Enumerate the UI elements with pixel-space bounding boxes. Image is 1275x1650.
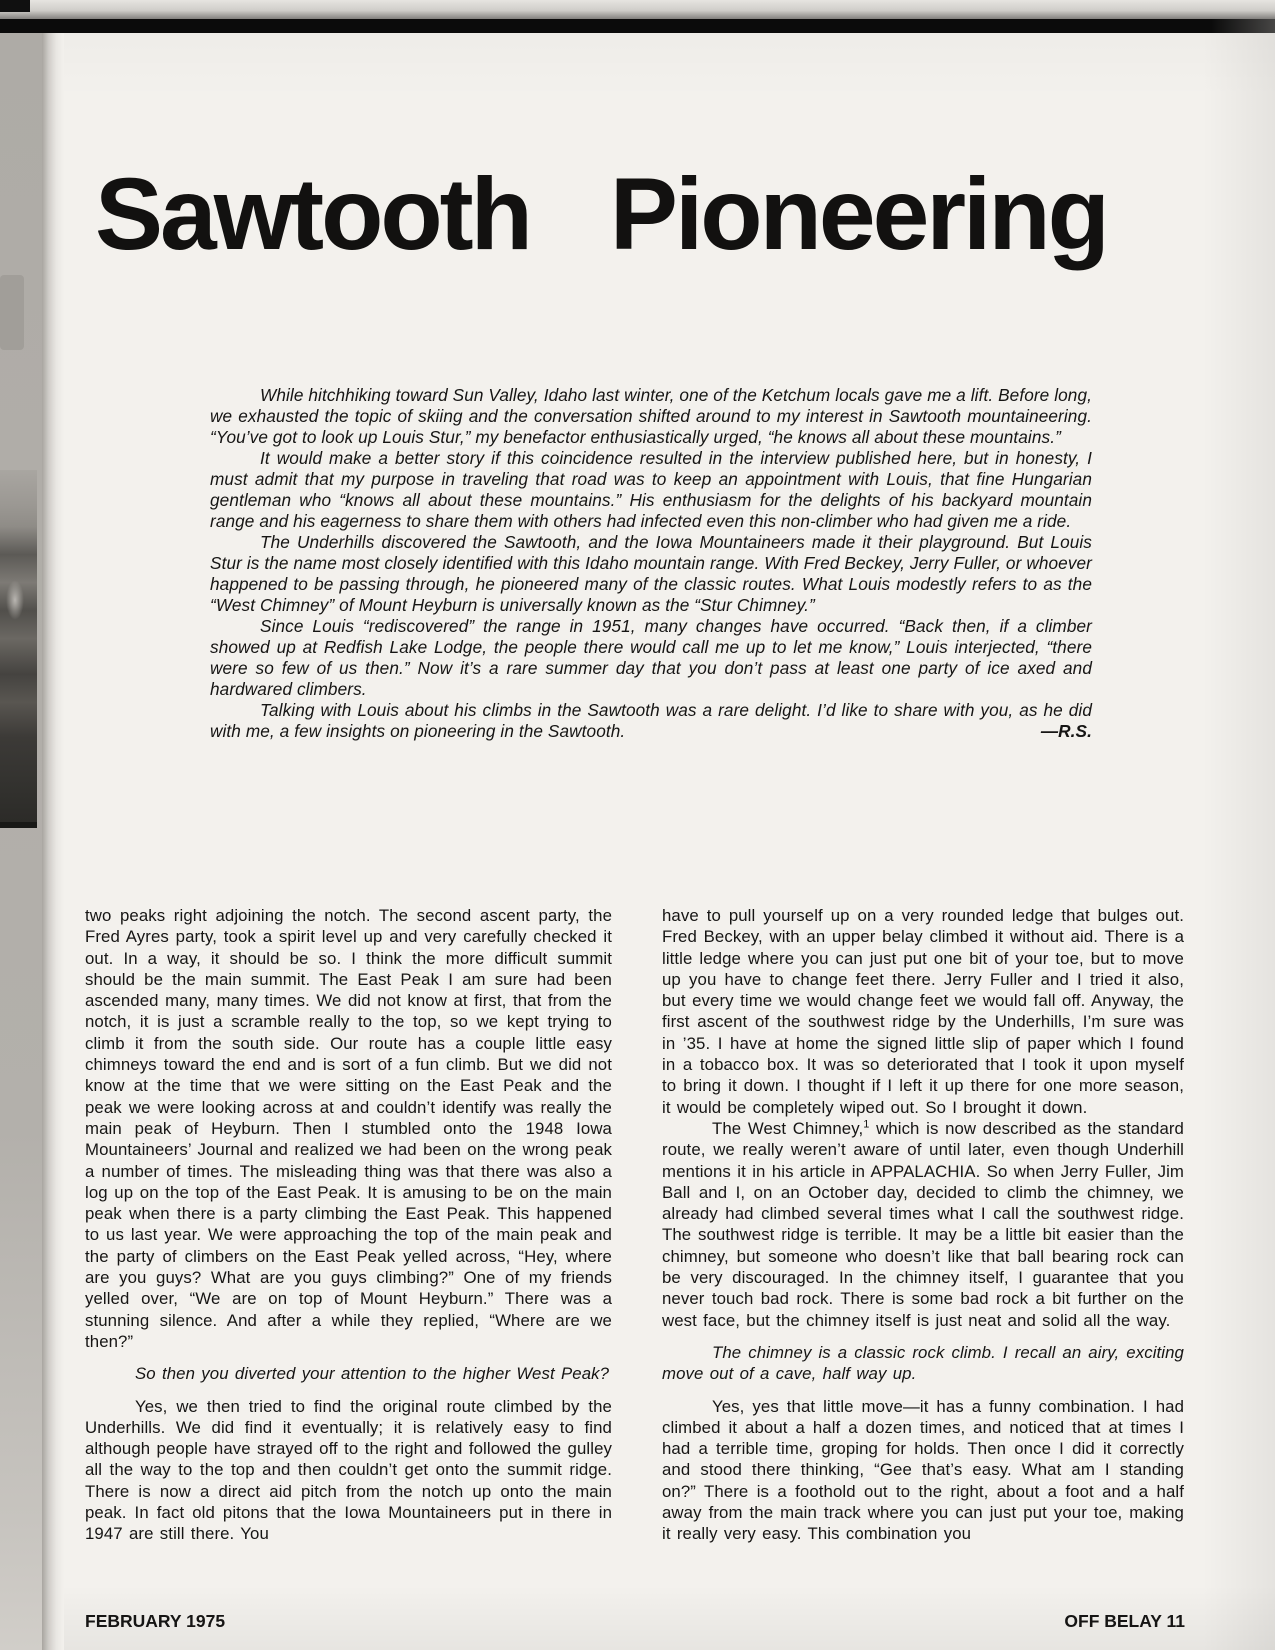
magazine-name-and-page-number: OFF BELAY 11 <box>1064 1611 1185 1631</box>
intro-paragraph: The Underhills discovered the Sawtooth, and the Iowa Mountaineers made it their playground. But Louis Stur is the name most closely identified with this Idaho mountain range. With Fred Beckey, Jerry Fuller, or whoever happened to be passing through, he pioneered many of the classic routes. What Louis modestly refers to as the “West Chimney” of Mount Heyburn is universally known as the “Stur Chimney.” <box>210 532 1092 615</box>
facing-page-photo-fragment <box>0 470 37 828</box>
page-footer <box>85 1611 1185 1633</box>
body-paragraph: Yes, we then tried to find the original route climbed by the Underhills. We did find it eventually; it is relatively easy to find although people have strayed off to the right and followed the gulley all the way to the top and then couldn’t get onto the summit ridge. There is now a direct aid pitch from the notch up onto the main peak. In fact old pitons that the Iowa Mountaineers put in there in 1947 are still there. You <box>85 1396 612 1544</box>
body-paragraph <box>662 1118 1184 1331</box>
scan-corner-mark <box>0 0 30 12</box>
intro-signature: —R.S. <box>1040 721 1092 741</box>
body-paragraph: have to pull yourself up on a very rounded ledge that bulges out. Fred Beckey, with an upper belay climbed it without aid. There is a little ledge where you can just put one bit of your toe, but to move up you have to change feet there. Jerry Fuller and I tried it also, but every time we would change feet we would fall off. Anyway, the first ascent of the southwest ridge by the Underhills, I’m sure was in ’35. I have at home the signed little slip of paper which I found in a tobacco box. It was so deteriorated that I took it upon myself to bring it down. I thought if I left it up there for one more season, it would be completely wiped out. So I brought it down. <box>662 906 1184 1117</box>
intro-paragraph: While hitchhiking toward Sun Valley, Idaho last winter, one of the Ketchum locals gave me a lift. Before long, we exhausted the topic of skiing and the conversation shifted around to my interest in Sawtooth mountaineering. “You’ve got to look up Louis Stur,” my benefactor enthusiastically urged, “he knows all about these mountains.” <box>210 385 1092 447</box>
facing-page-edge <box>0 33 42 1650</box>
interview-question: The chimney is a classic rock climb. I recall an airy, exciting move out of a cave, half way up. <box>662 1342 1184 1384</box>
intro-paragraph: Talking with Louis about his climbs in the Sawtooth was a rare delight. I’d like to share with you, as he did with me, a few insights on pioneering in the Sawtooth. <box>210 700 1092 741</box>
footnote-marker: 1 <box>863 1118 870 1131</box>
left-column <box>85 905 612 1545</box>
body-text: The West Chimney, <box>712 1118 864 1138</box>
photo-highlight <box>6 580 24 620</box>
scan-edge-top <box>0 0 1275 19</box>
intro-paragraph: It would make a better story if this coincidence resulted in the interview published here, but in honesty, I must admit that my purpose in traveling that road was to keep an appointment with Louis, that fine Hungarian gentleman who “knows all about these mountains.” His enthusiasm for the delights of his backyard mountain range and his eagerness to share them with others had infected even this non-climber who had given me a ride. <box>210 448 1092 531</box>
intro-paragraph: Since Louis “rediscovered” the range in 1951, many changes have occurred. “Back then, if a climber showed up at Redfish Lake Lodge, the people there would call me up to let me know,” Louis interjected, “there were so few of us then.” Now it’s a rare summer day that you don’t pass at least one party of ice axed and hardwared climbers. <box>210 616 1092 699</box>
scan-black-band <box>0 19 1275 34</box>
article-title <box>95 157 1107 271</box>
body-text: which is now described as the standard route, we really weren’t aware of until later, even though Underhill mentions it in his article in APPALACHIA. So when Jerry Fuller, Jim Ball and I, on an October day, decided to climb the chimney, we already had climbed several times what I call the southwest ridge. The southwest ridge is terrible. It may be a little bit easier than the chimney, but someone who doesn’t like that ball bearing rock can be very discouraged. In the chimney itself, I guarantee that you never touch bad rock. There is some bad rock a bit further on the west face, but the chimney itself is just neat and solid all the way. <box>662 1118 1184 1330</box>
body-paragraph: Yes, yes that little move—it has a funny combination. I had climbed it about a half a dozen times, and noticed that at times I had a terrible time, groping for holds. Then once I did it correctly and stood there thinking, “Gee that’s easy. What am I standing on?” There is a foothold out to the right, about a foot and a half away from the main track where you can just put your toe, making it really very easy. This combination you <box>662 1396 1184 1544</box>
magazine-page <box>64 33 1275 1650</box>
issue-date: FEBRUARY 1975 <box>85 1611 226 1631</box>
right-column <box>662 905 1184 1545</box>
interview-question: So then you diverted your attention to the higher West Peak? <box>135 1364 610 1384</box>
page-edge-shadow <box>0 275 24 350</box>
article-title-word-1: Sawtooth <box>95 157 530 271</box>
article-title-word-2: Pioneering <box>609 157 1107 271</box>
editor-intro-block <box>210 385 1092 742</box>
body-paragraph: two peaks right adjoining the notch. The second ascent party, the Fred Ayres party, took a spirit level up and very carefully checked it out. In a way, it should be so. I think the more difficult summit should be the main summit. The East Peak I am sure had been ascended many, many times. We did not know at first, that from the notch, it is just a scramble really to the top, so we kept trying to climb it from the south side. Our route has a couple little easy chimneys toward the end and is sort of a fun climb. But we did not know at the time that we were sitting on the East Peak and the peak we were looking across at and couldn’t identify was really the main peak of Heyburn. Then I stumbled onto the 1948 Iowa Mountaineers’ Journal and realized we had been on the wrong peak a number of times. The misleading thing was that there was also a log up on the top of the East Peak. It is amusing to be on the main peak when there is a party climbing the East Peak. This happened to us last year. We were approaching the top of the main peak and the party of climbers on the East Peak yelled across, “Hey, where are you guys? What are you guys climbing?” One of my friends yelled over, “We are on top of Mount Heyburn.” There was a stunning silence. And after a while they replied, “Where are we then?” <box>85 906 612 1351</box>
binding-crease <box>42 33 64 1650</box>
